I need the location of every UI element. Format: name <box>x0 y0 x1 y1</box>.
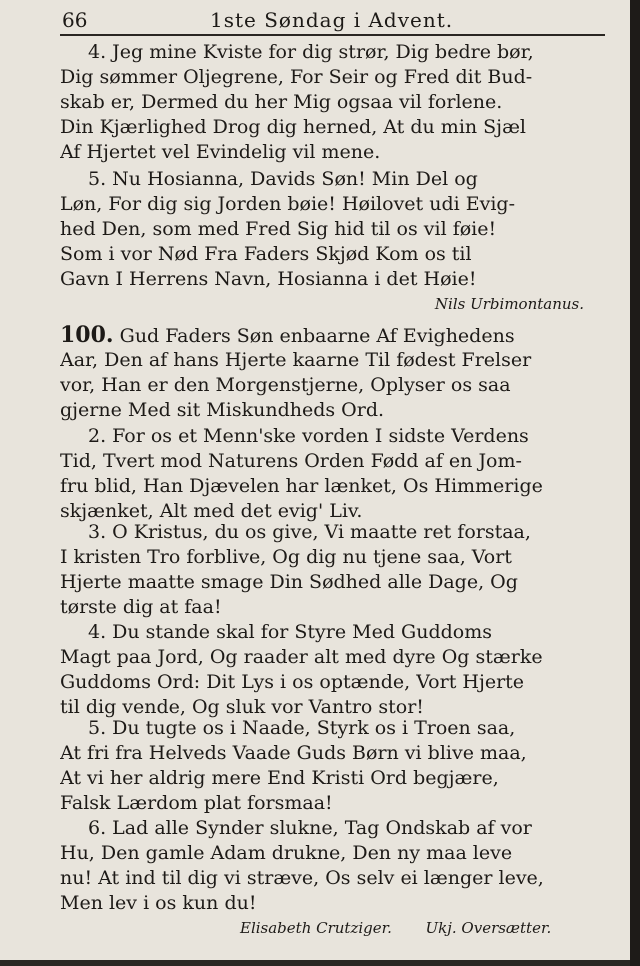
verse-line: Hjerte maatte smage Din Sødhed alle Dage, Og <box>60 571 518 593</box>
prev-hymn-verse-5 <box>60 167 612 316</box>
verse-line: Gavn I Herrens Navn, Hosianna i det Høie! <box>60 268 477 290</box>
verse-line: I kristen Tro forblive, Og dig nu tjene saa, Vort <box>60 546 512 568</box>
hymn-100-verse-2 <box>60 424 612 524</box>
author-attribution <box>60 916 612 940</box>
verse-line: 5. Du tugte os i Naade, Styrk os i Troen saa, <box>88 717 516 739</box>
verse-line: Aar, Den af hans Hjerte kaarne Til fødest Frelser <box>60 349 532 371</box>
hymn-100-verse-1 <box>60 323 612 423</box>
page-header <box>60 6 605 36</box>
verse-line: gjerne Med sit Miskundheds Ord. <box>60 399 385 421</box>
verse-line: Hu, Den gamle Adam drukne, Den ny maa leve <box>60 842 513 864</box>
verse-line: 3. O Kristus, du os give, Vi maatte ret forstaa, <box>88 521 531 543</box>
hymn-author: Elisabeth Crutziger. <box>240 919 392 937</box>
verse-line: Magt paa Jord, Og raader alt med dyre Og stærke <box>60 646 543 668</box>
hymn-translator: Ukj. Oversætter. <box>425 919 552 937</box>
verse-line: 2. For os et Menn'ske vorden I sidste Verdens <box>88 425 529 447</box>
verse-line: tørste dig at faa! <box>60 596 222 618</box>
verse-line: Af Hjertet vel Evindelig vil mene. <box>60 141 381 163</box>
verse-line: fru blid, Han Djævelen har lænket, Os Himmerige <box>60 475 543 497</box>
verse-line: Som i vor Nød Fra Faders Skjød Kom os til <box>60 243 472 265</box>
hymn-100-verse-4 <box>60 620 612 720</box>
verse-line: vor, Han er den Morgenstjerne, Oplyser os saa <box>60 374 511 396</box>
verse-line: At vi her aldrig mere End Kristi Ord begjære, <box>60 767 499 789</box>
page-number: 66 <box>62 8 88 32</box>
hymn-100-verse-6 <box>60 816 612 940</box>
hymn-100-verse-5 <box>60 716 612 816</box>
verse-line: Løn, For dig sig Jorden bøie! Høilovet udi Evig- <box>60 193 515 215</box>
verse-line: Guddoms Ord: Dit Lys i os optænde, Vort Hjerte <box>60 671 525 693</box>
verse-line: At fri fra Helveds Vaade Guds Børn vi blive maa, <box>60 742 527 764</box>
verse-line: Din Kjærlighed Drog dig herned, At du min Sjæl <box>60 116 527 138</box>
verse-line: 4. Jeg mine Kviste for dig strør, Dig bedre bør, <box>88 41 534 63</box>
verse-line: skjænket, Alt med det evig' Liv. <box>60 500 363 522</box>
verse-line: 4. Du stande skal for Styre Med Guddoms <box>88 621 492 643</box>
hymn-100-verse-3 <box>60 520 612 620</box>
prev-hymn-verse-4 <box>60 40 612 165</box>
verse-line: til dig vende, Og sluk vor Vantro stor! <box>60 696 424 718</box>
verse-line <box>60 323 612 348</box>
page-edge-shadow <box>630 0 640 966</box>
verse-line: nu! At ind til dig vi stræve, Os selv ei længer leve, <box>60 867 544 889</box>
verse-line: Falsk Lærdom plat forsmaa! <box>60 792 333 814</box>
verse-line: Men lev i os kun du! <box>60 892 257 914</box>
running-title: 1ste Søndag i Advent. <box>210 8 454 32</box>
verse-line: 5. Nu Hosianna, Davids Søn! Min Del og <box>88 168 478 190</box>
author-attribution: Nils Urbimontanus. <box>434 295 584 313</box>
verse-line: Tid, Tvert mod Naturens Orden Fødd af en Jom- <box>60 450 522 472</box>
verse-line: Dig sømmer Oljegrene, For Seir og Fred dit Bud- <box>60 66 533 88</box>
verse-first-line: Gud Faders Søn enbaarne Af Evighedens <box>119 325 515 347</box>
verse-line: 6. Lad alle Synder slukne, Tag Ondskab af vor <box>88 817 532 839</box>
hymn-number: 100. <box>60 323 114 348</box>
verse-line: hed Den, som med Fred Sig hid til os vil føie! <box>60 218 497 240</box>
verse-line: skab er, Dermed du her Mig ogsaa vil forlene. <box>60 91 503 113</box>
